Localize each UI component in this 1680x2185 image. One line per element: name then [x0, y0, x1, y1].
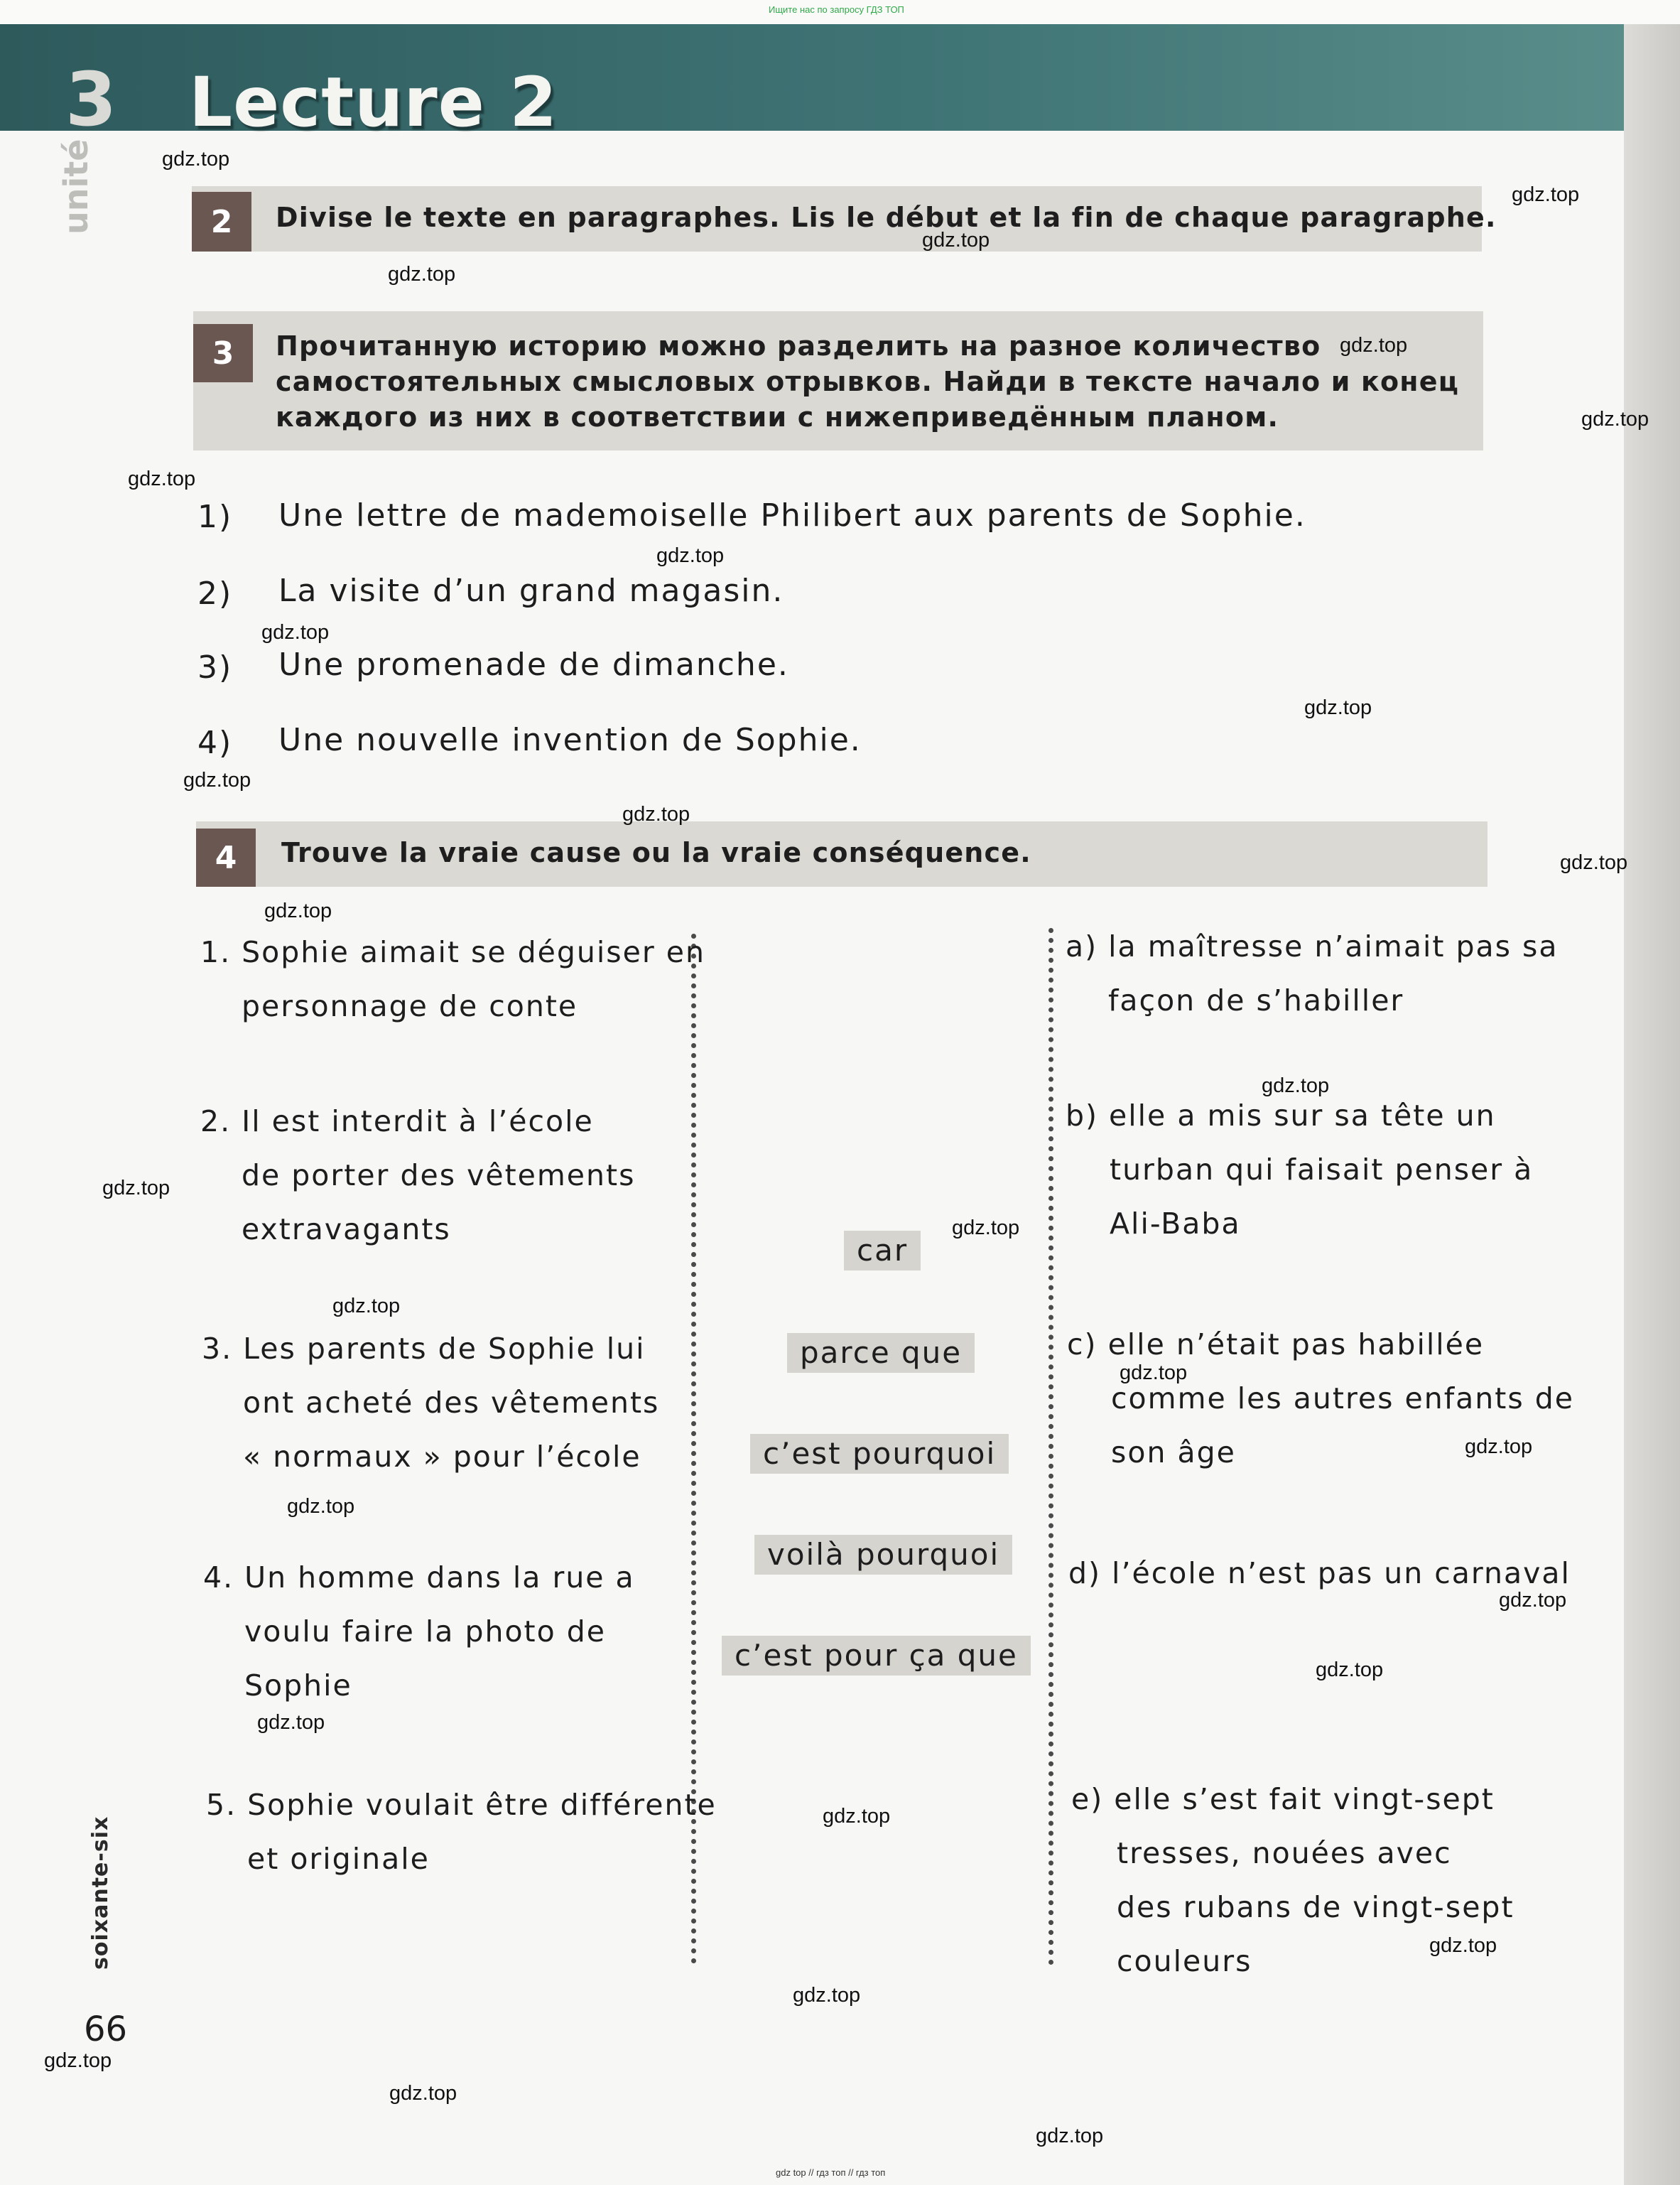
watermark: gdz.top	[1512, 183, 1580, 206]
watermark: gdz.top	[388, 263, 456, 286]
watermark: gdz.top	[162, 148, 230, 171]
watermark: gdz.top	[287, 1495, 355, 1518]
consequence-line: son âge	[1111, 1435, 1236, 1469]
cause-line: Sophie	[244, 1668, 352, 1703]
exercise-3-instruction	[276, 328, 1459, 435]
watermark: gdz.top	[952, 1216, 1020, 1239]
exercise-4-number: 4	[196, 829, 256, 887]
page-title: Lecture 2	[189, 63, 558, 142]
cause-line: et originale	[247, 1842, 430, 1876]
watermark: gdz.top	[1340, 334, 1408, 357]
top-note: Ищите нас по запросу ГДЗ ТОП	[769, 4, 904, 15]
watermark: gdz.top	[1429, 1934, 1497, 1957]
watermark: gdz.top	[793, 1984, 861, 2007]
connector-car: car	[844, 1231, 921, 1270]
consequence-line: couleurs	[1117, 1944, 1252, 1978]
cause-line: 1. Sophie aimait se déguiser en	[200, 935, 705, 969]
cause-line: 4. Un homme dans la rue a	[203, 1560, 635, 1595]
exercise-3-line: самостоятельных смысловых отрывков. Найди в тексте начало и конец	[276, 366, 1460, 397]
consequence-line: c) elle n’était pas habillée	[1067, 1327, 1485, 1361]
page-number-words: soixante-six	[88, 1816, 113, 1970]
consequence-line: a) la maîtresse n’aimait pas sa	[1066, 929, 1559, 964]
consequence-line: e) elle s’est fait vingt-sept	[1071, 1782, 1495, 1816]
exercise-2-instruction: Divise le texte en paragraphes. Lis le début et la fin de chaque paragraphe.	[276, 202, 1497, 233]
watermark: gdz.top	[1499, 1589, 1567, 1612]
connector-c-est-pourquoi: c’est pourquoi	[750, 1434, 1009, 1474]
consequence-d	[1068, 1546, 1571, 1600]
consequence-a	[1066, 919, 1559, 1027]
plan-item: La visite d’un grand magasin.	[278, 573, 784, 609]
cause-line: ont acheté des vêtements	[243, 1386, 660, 1420]
connector-voila-pourquoi: voilà pourquoi	[754, 1535, 1012, 1575]
cause-line: extravagants	[242, 1212, 451, 1246]
watermark: gdz.top	[1120, 1361, 1188, 1384]
cause-item-4	[203, 1550, 635, 1712]
consequence-line: des rubans de vingt-sept	[1117, 1890, 1514, 1924]
plan-number: 3)	[197, 649, 233, 686]
watermark: gdz.top	[261, 621, 330, 644]
watermark: gdz.top	[1560, 851, 1628, 874]
cause-line: 3. Les parents de Sophie lui	[202, 1332, 646, 1366]
watermark: gdz.top	[823, 1805, 891, 1828]
plan-item: Une lettre de mademoiselle Philibert aux parents de Sophie.	[278, 497, 1306, 534]
connector-parce-que: parce que	[787, 1333, 975, 1373]
watermark: gdz.top	[128, 468, 196, 490]
watermark: gdz.top	[264, 900, 332, 922]
consequence-line: d) l’école n’est pas un carnaval	[1068, 1556, 1571, 1590]
watermark: gdz.top	[1304, 696, 1372, 719]
watermark: gdz.top	[44, 2049, 112, 2072]
watermark: gdz.top	[1036, 2125, 1104, 2147]
watermark: gdz.top	[389, 2082, 457, 2105]
exercise-4-instruction: Trouve la vraie cause ou la vraie conséquence.	[281, 837, 1031, 868]
cause-item-3	[202, 1322, 659, 1484]
plan-item: Une nouvelle invention de Sophie.	[278, 722, 862, 758]
watermark: gdz.top	[102, 1177, 170, 1199]
bottom-note: gdz top // гдз топ // гдз топ	[776, 2167, 886, 2178]
consequence-line: turban qui faisait penser à	[1110, 1153, 1534, 1187]
cause-item-2	[200, 1094, 635, 1256]
watermark: gdz.top	[1316, 1658, 1384, 1681]
cause-line: voulu faire la photo de	[244, 1614, 606, 1649]
cause-item-1	[200, 925, 705, 1033]
connector-c-est-pour-ca-que: c’est pour ça que	[722, 1636, 1031, 1676]
plan-item: Une promenade de dimanche.	[278, 647, 789, 683]
watermark: gdz.top	[1262, 1074, 1330, 1097]
cause-line: « normaux » pour l’école	[243, 1440, 641, 1474]
cause-line: 5. Sophie voulait être différente	[206, 1788, 717, 1822]
plan-number: 2)	[197, 576, 233, 612]
watermark: gdz.top	[656, 544, 725, 567]
watermark: gdz.top	[622, 803, 690, 826]
unit-label: unité	[57, 139, 95, 234]
exercise-3-line: Прочитанную историю можно разделить на разное количество	[276, 330, 1321, 362]
cause-line: 2. Il est interdit à l’école	[200, 1104, 594, 1138]
watermark: gdz.top	[922, 229, 990, 252]
watermark: gdz.top	[332, 1295, 401, 1317]
exercise-2-number: 2	[192, 192, 251, 252]
unit-number: 3	[65, 56, 116, 143]
plan-number: 1)	[197, 499, 233, 535]
exercise-3-line: каждого из них в соответствии с нижеприведённым планом.	[276, 401, 1279, 433]
cause-line: de porter des vêtements	[242, 1158, 636, 1192]
cause-line: personnage de conte	[242, 989, 578, 1023]
column-separator	[1048, 928, 1053, 1965]
consequence-line: tresses, nouées avec	[1117, 1836, 1452, 1870]
exercise-3-number: 3	[193, 324, 253, 382]
consequence-line: b) elle a mis sur sa tête un	[1066, 1099, 1496, 1133]
consequence-line: comme les autres enfants de	[1111, 1381, 1575, 1415]
page-number: 66	[84, 2009, 128, 2049]
watermark: gdz.top	[257, 1711, 325, 1734]
watermark: gdz.top	[183, 769, 251, 792]
plan-number: 4)	[197, 725, 233, 761]
consequence-line: Ali-Baba	[1110, 1207, 1241, 1241]
consequence-line: façon de s’habiller	[1108, 983, 1404, 1018]
page-edge	[1624, 24, 1680, 2185]
cause-item-5	[206, 1778, 717, 1886]
watermark: gdz.top	[1581, 408, 1649, 431]
watermark: gdz.top	[1465, 1435, 1533, 1458]
consequence-b	[1066, 1089, 1533, 1251]
